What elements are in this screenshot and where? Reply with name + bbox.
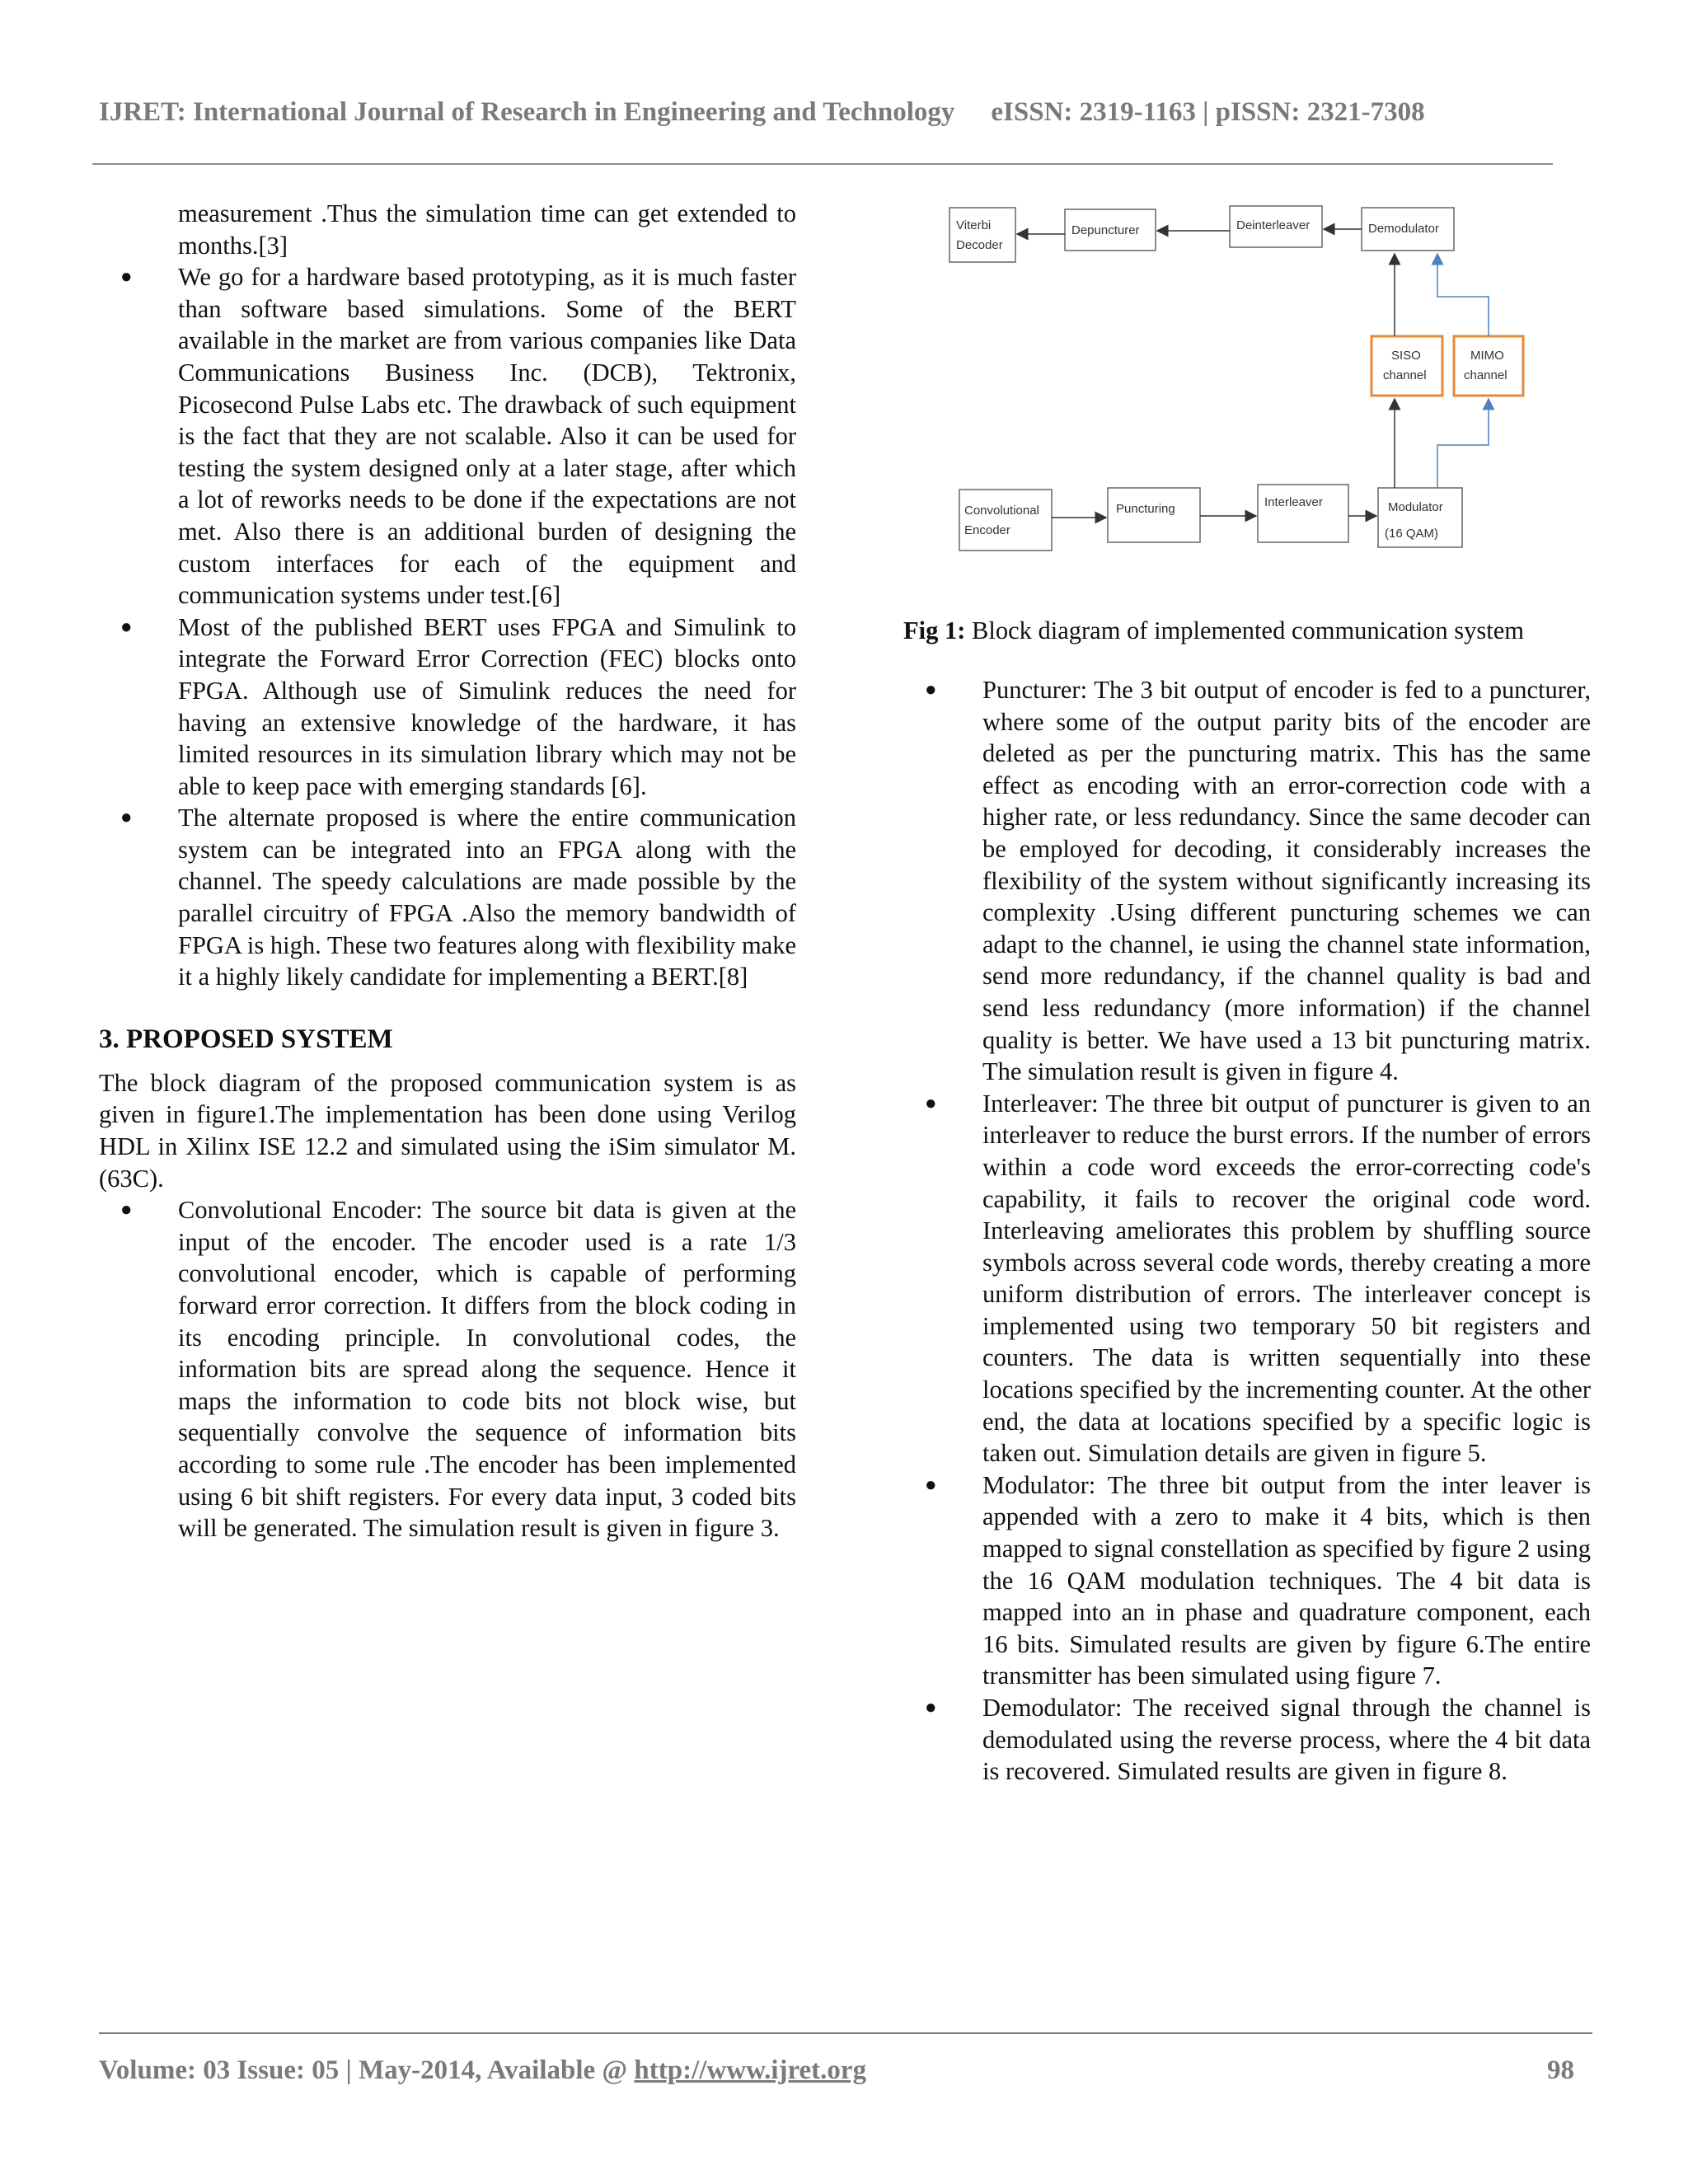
section-heading: 3. PROPOSED SYSTEM [99, 1024, 393, 1054]
journal-title: IJRET: International Journal of Research in Engineering and Technology [99, 97, 955, 127]
list-item: ● Modulator: The three bit output from the inter leaver is appended with a zero to make it 4 bits, which is then mapped to signal constellation as specified by figure 2 using the 16 QAM modulation techniques. The 4 bit data is mapped into an in phase and quadrature component, each 16 bits. Simulated results are given by figure 6.The entire transmitter has been simulated using figure 7. [925, 1470, 1591, 1690]
left-column [99, 198, 796, 1544]
svg-text:(16 QAM): (16 QAM) [1385, 527, 1439, 541]
svg-text:MIMO: MIMO [1470, 349, 1504, 363]
journal-link[interactable]: http://www.ijret.org [634, 2055, 867, 2085]
demodulator-block [1362, 208, 1454, 251]
list-item: ● Convolutional Encoder: The source bit data is given at the input of the encoder. The encoder used is a rate 1/3 convolutional encoder, which is capable of performing forward error correction. It differs from the block coding in its encoding principle. In convolutional codes, the information bits are spread along the sequence. Hence it maps the information to code bits not block wise, but sequentially convolve the sequence of information bits according to some rule .The encoder has been implemented using 6 bit shift registers. For every data input, 3 coded bits will be generated. The simulation result is given in figure 3. [120, 1196, 796, 1543]
svg-text:Puncturing: Puncturing [1116, 502, 1175, 516]
section-paragraph: The block diagram of the proposed communication system is as given in figure1.The implementation has been done using Verilog HDL in Xilinx ISE 12.2 and simulated using the iSim simulator M.(63C). [99, 1068, 796, 1193]
bullet-list-section [99, 1194, 796, 1544]
issn-numbers: eISSN: 2319-1163 | pISSN: 2321-7308 [991, 97, 1425, 127]
volume-info: Volume: 03 Issue: 05 | May-2014, Available @ [99, 2055, 635, 2085]
depuncturer-block [1065, 209, 1156, 251]
viterbi-decoder-block [950, 208, 1015, 262]
running-footer [99, 2055, 1574, 2086]
page-number: 98 [1547, 2055, 1574, 2085]
bullet-icon: ● [120, 616, 133, 638]
list-item: ● Puncturer: The 3 bit output of encoder is fed to a puncturer, where some of the output parity bits of the encoder are deleted as per the puncturing matrix. This has the same effect as encoding with an error-correction code with a higher rate, or less redundancy. Since the same decoder can be employed for decoding, it considerably increases the flexibility of the system without significantly increasing its complexity .Using different puncturing schemes we can adapt to the channel, ie using the channel state information, send more redundancy, if the channel quality is bad and send less redundancy (more information) if the channel quality is better. We have used a 13 bit puncturing matrix. The simulation result is given in figure 4. [925, 676, 1591, 1086]
bullet-icon: ● [925, 1697, 937, 1718]
svg-text:SISO: SISO [1391, 349, 1421, 363]
bullet-list-right [903, 674, 1591, 1788]
svg-text:Demodulator: Demodulator [1368, 222, 1439, 236]
figure-label: Fig 1: [903, 616, 966, 644]
svg-text:channel: channel [1383, 368, 1427, 382]
svg-text:Encoder: Encoder [964, 523, 1010, 537]
right-column [903, 674, 1591, 1788]
svg-text:Depuncturer: Depuncturer [1071, 223, 1140, 237]
block-diagram-figure [946, 198, 1507, 560]
convolutional-encoder-block [959, 490, 1052, 551]
deinterleaver-block [1230, 206, 1322, 247]
header-rule [92, 163, 1553, 165]
bullet-icon: ● [120, 807, 133, 829]
figure-caption [903, 615, 1596, 646]
running-header [99, 97, 1550, 128]
svg-text:Decoder: Decoder [956, 238, 1003, 252]
modulator-block [1378, 488, 1462, 547]
list-item: ● Most of the published BERT uses FPGA and Simulink to integrate the Forward Error Correction (FEC) blocks onto FPGA. Although use of Simulink reduces the need for having an extensive knowledge of the hardware, it has limited resources in its simulation library which may not be able to keep pace with emerging standards [6]. [120, 612, 796, 800]
block-diagram [946, 198, 1507, 560]
svg-text:Viterbi: Viterbi [956, 218, 992, 232]
continued-paragraph: measurement .Thus the simulation time can get extended to months.[3] [178, 199, 796, 260]
svg-text:Deinterleaver: Deinterleaver [1236, 218, 1311, 232]
svg-text:Convolutional: Convolutional [964, 504, 1039, 518]
arrow [1437, 399, 1489, 488]
arrow [1437, 254, 1489, 336]
svg-text:Interleaver: Interleaver [1264, 495, 1323, 509]
siso-channel-block [1372, 336, 1442, 396]
list-item: ● We go for a hardware based prototyping, as it is much faster than software based simulations. Some of the BERT available in the market are from various companies like Data Communications Business Inc. (DCB), Tektronix, Picosecond Pulse Labs etc. The drawback of such equipment is the fact that they are not scalable. Also it can be used for testing the system designed only at a later stage, after which a lot of reworks needs to be done if the expectations are not met. Also there is an additional burden of designing the custom interfaces for each of the equipment and communication systems under test.[6] [120, 263, 796, 610]
bullet-icon: ● [120, 266, 133, 288]
bullet-icon: ● [120, 1199, 133, 1221]
bullet-icon: ● [925, 1474, 937, 1496]
bullet-list-left [99, 261, 796, 993]
bullet-icon: ● [925, 1092, 937, 1114]
svg-text:channel: channel [1464, 368, 1507, 382]
mimo-channel-block [1454, 336, 1523, 396]
interleaver-block [1258, 485, 1348, 542]
footer-rule [99, 2032, 1592, 2034]
bullet-icon: ● [925, 679, 937, 701]
list-item: ● The alternate proposed is where the entire communication system can be integrated into an FPGA along with the channel. The speedy calculations are made possible by the parallel circuitry of FPGA .Also the memory bandwidth of FPGA is high. These two features along with flexibility make it a highly likely candidate for implementing a BERT.[8] [120, 804, 796, 991]
list-item: ● Interleaver: The three bit output of puncturer is given to an interleaver to reduce the burst errors. If the number of errors within a code word exceeds the error-correcting code's capability, it fails to recover the original code word. Interleaving ameliorates this problem by shuffling source symbols across several code words, thereby creating a more uniform distribution of errors. The interleaver concept is implemented using two temporary 50 bit registers and counters. The data is written sequentially into these locations specified by the incrementing counter. At the other end, the data at locations specified by a specific logic is taken out. Simulation details are given in figure 5. [925, 1089, 1591, 1468]
list-item: ● Demodulator: The received signal through the channel is demodulated using the reverse process, where the 4 bit data is recovered. Simulated results are given in figure 8. [925, 1694, 1591, 1786]
figure-caption-text: Block diagram of implemented communication system [965, 616, 1525, 644]
puncturing-block [1108, 488, 1200, 542]
svg-text:Modulator: Modulator [1388, 500, 1443, 514]
